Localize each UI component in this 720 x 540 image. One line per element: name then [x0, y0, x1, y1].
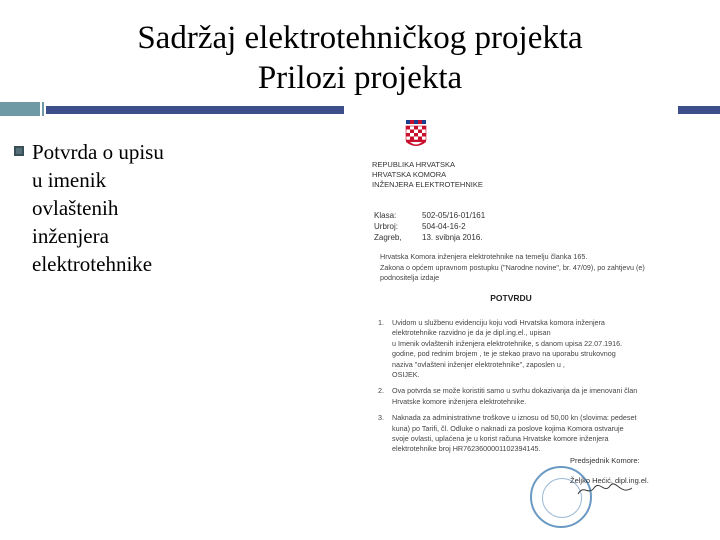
- bullet-line: inženjera: [32, 224, 109, 248]
- document-item: [378, 413, 676, 455]
- issuer-line: INŽENJERA ELEKTROTEHNIKE: [372, 180, 483, 189]
- document-intro: [380, 252, 676, 284]
- item-number: 3.: [378, 413, 384, 423]
- document-reference-block: [374, 210, 485, 243]
- intro-line: Zakona o općem upravnom postupku ("Narodne novine", br. 47/09), po zahtjevu (e): [380, 262, 645, 272]
- reference-row: [374, 232, 485, 243]
- item-line: svoje ovlasti, uplaćena je u korist računa Hrvatske komore inženjera: [392, 434, 609, 444]
- item-line: godine, pod rednim brojem , te je stekao pravo na uporabu strukovnog: [392, 349, 616, 359]
- signature-line: [570, 466, 649, 476]
- signature-line: Predsjednik Komore:: [570, 456, 640, 465]
- bullet-line: elektrotehnike: [32, 252, 153, 276]
- signature-line: Željko Hećić, dipl.ing.el.: [570, 476, 649, 485]
- bullet-square-icon: [14, 146, 24, 156]
- reference-key: Klasa:: [374, 211, 397, 220]
- document-item: [378, 386, 676, 407]
- item-number: 1.: [378, 318, 384, 327]
- reference-value: 13. svibnja 2016.: [422, 233, 483, 242]
- title-underline-divider: [42, 102, 44, 116]
- reference-value: 504-04-16-2: [422, 222, 466, 231]
- item-line: OSIJEK.: [392, 370, 420, 380]
- item-line: Hrvatske komore inženjera elektrotehnike.: [392, 396, 527, 406]
- bullet-text: [32, 138, 192, 278]
- item-line: Naknada za administrativne troškove u iznosu od 50,00 kn (slovima: pedeset: [392, 413, 637, 423]
- item-line: kuna) po Tarifi, čl. Odluke o naknadi za poslove kojima Komora ostvaruje: [392, 423, 624, 433]
- reference-value: 502-05/16-01/161: [422, 211, 486, 220]
- item-line: naziva "ovlašteni inženjer elektrotehnike", zaposlen u ,: [392, 359, 565, 369]
- reference-row: [374, 221, 485, 232]
- bullet-line: u imenik: [32, 168, 107, 192]
- intro-line: podnositelja izdaje: [380, 273, 440, 282]
- slide-title: [40, 18, 680, 98]
- document-items: [378, 318, 676, 461]
- slide-title-line-2: Prilozi projekta: [257, 60, 463, 96]
- intro-line: Hrvatska Komora inženjera elektrotehnike na temelju članka 165.: [380, 252, 588, 261]
- item-line: Ova potvrda se može koristiti samo u svrhu dokazivanja da je imenovani član: [392, 386, 638, 396]
- croatian-coat-of-arms-icon: [404, 120, 428, 150]
- reference-row: [374, 210, 485, 221]
- item-line: elektrotehnike razvidno je da je dipl.ing.el., upisan: [392, 328, 551, 338]
- item-number: 2.: [378, 386, 384, 396]
- bullet-line: Potvrda o upisu: [32, 140, 164, 164]
- document-item: [378, 318, 676, 380]
- bullet-line: ovlaštenih: [32, 196, 119, 220]
- issuer-line: HRVATSKA KOMORA: [372, 170, 447, 179]
- document-heading: POTVRDU: [490, 293, 532, 303]
- scanned-certificate-image: [344, 104, 678, 540]
- reference-key: Urbroj:: [374, 222, 399, 231]
- item-line: Uvidom u službenu evidenciju koju vodi Hrvatska komora inženjera: [392, 318, 605, 327]
- issuer-line: REPUBLIKA HRVATSKA: [372, 160, 455, 169]
- reference-key: Zagreb,: [374, 233, 402, 242]
- handwritten-signature-icon: [576, 482, 636, 498]
- item-line: elektrotehnike broj HR7623600001102394145.: [392, 444, 541, 454]
- title-underline-accent: [0, 102, 40, 116]
- slide-title-line-1: Sadržaj elektrotehničkog projekta: [137, 20, 583, 56]
- issuer-heading: [372, 160, 483, 190]
- item-line: u Imenik ovlaštenih inženjera elektrotehnike, s danom upisa 22.07.1916.: [392, 338, 623, 348]
